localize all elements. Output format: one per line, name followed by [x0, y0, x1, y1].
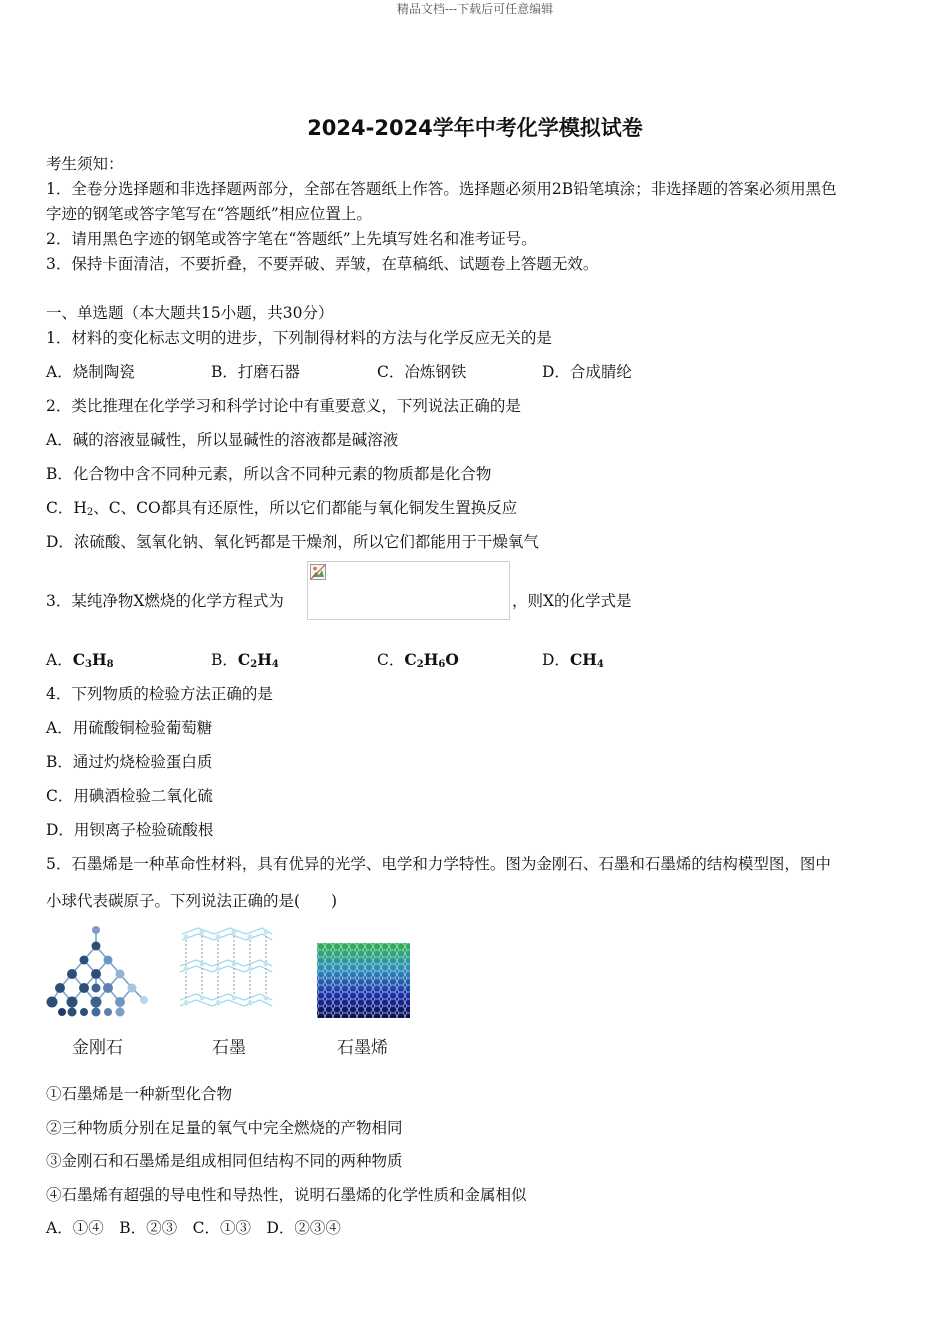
q5-statement: ④石墨烯有超强的导电性和导热性，说明石墨烯的化学性质和金属相似	[46, 1186, 527, 1204]
broken-image-icon	[310, 564, 326, 580]
q1-option-a: A．烧制陶瓷	[46, 363, 135, 381]
question-5-stem-line2: 小球代表碳原子。下列说法正确的是( )	[46, 892, 338, 910]
q1-option-b: B．打磨石器	[211, 363, 300, 381]
graphene-label: 石墨烯	[337, 1038, 388, 1058]
q2-option-b: B．化合物中含不同种元素，所以含不同种元素的物质都是化合物	[46, 465, 492, 483]
q3-option-b: B．$C_2H_4$	[211, 650, 279, 670]
q4-option-c: C．用碘酒检验二氧化硫	[46, 787, 213, 805]
q3-option-a: A．$C_3H_8$	[46, 650, 114, 670]
section-heading: 一、单选题（本大题共15小题，共30分）	[46, 304, 334, 322]
q5-statement: ①石墨烯是一种新型化合物	[46, 1085, 233, 1103]
q2-option-d: D．浓硫酸、氢氧化钠、氧化钙都是干燥剂，所以它们都能用于干燥氧气	[46, 533, 539, 551]
q5-statement: ③金刚石和石墨烯是组成相同但结构不同的两种物质	[46, 1152, 403, 1170]
notice-line: 字迹的钢笔或答字笔写在“答题纸”相应位置上。	[46, 205, 372, 223]
q2-option-a: A．碱的溶液显碱性，所以显碱性的溶液都是碱溶液	[46, 431, 399, 449]
notice-line: 2．请用黑色字迹的钢笔或答字笔在“答题纸”上先填写姓名和准考证号。	[46, 230, 537, 248]
q4-option-b: B．通过灼烧检验蛋白质	[46, 753, 213, 771]
q5-statement: ②三种物质分别在足量的氧气中完全燃烧的产物相同	[46, 1119, 403, 1137]
question-5-stem-line1: 5．石墨烯是一种革命性材料，具有优异的光学、电学和力学特性。图为金刚石、石墨和石墨烯的结构模型图，图中	[46, 855, 831, 873]
notice-line: 3．保持卡面清洁，不要折叠，不要弄破、弄皱，在草稿纸、试题卷上答题无效。	[46, 255, 599, 273]
question-3-stem-start: 3．某纯净物X燃烧的化学方程式为	[46, 592, 284, 610]
diamond-label: 金刚石	[72, 1038, 123, 1058]
q2-option-c: C．$H_2$、C、CO都具有还原性，所以它们都能与氧化铜发生置换反应	[46, 499, 518, 518]
question-1-stem: 1．材料的变化标志文明的进步，下列制得材料的方法与化学反应无关的是	[46, 329, 552, 347]
question-2-stem: 2．类比推理在化学学习和科学讨论中有重要意义，下列说法正确的是	[46, 397, 521, 415]
q1-option-c: C．冶炼钢铁	[377, 363, 467, 381]
q5-answer-options: A．①④ B．②③ C．①③ D．②③④	[46, 1219, 341, 1237]
graphene-structure-model	[317, 943, 410, 1018]
q4-option-d: D．用钡离子检验硫酸根	[46, 821, 214, 839]
question-3-stem-end: ，则X的化学式是	[512, 592, 632, 610]
notice-heading: 考生须知：	[46, 155, 124, 173]
q3-option-d: D．$CH_4$	[542, 650, 604, 670]
notice-line: 1．全卷分选择题和非选择题两部分，全部在答题纸上作答。选择题必须用2B铅笔填涂；非选择题的答案必须用黑色	[46, 180, 837, 198]
q3-option-c: C．$C_2H_6O$	[377, 650, 459, 670]
page-header-note: 精品文档---下载后可任意编辑	[396, 2, 554, 16]
graphite-structure-model	[176, 924, 276, 1016]
q4-option-a: A．用硫酸铜检验葡萄糖	[46, 719, 213, 737]
page-title: 2024-2024学年中考化学模拟试卷	[307, 116, 643, 140]
diamond-structure-model	[44, 924, 152, 1018]
graphite-label: 石墨	[212, 1038, 246, 1058]
q1-option-d: D．合成腈纶	[542, 363, 632, 381]
equation-image-placeholder	[307, 561, 510, 620]
question-4-stem: 4．下列物质的检验方法正确的是	[46, 685, 273, 703]
